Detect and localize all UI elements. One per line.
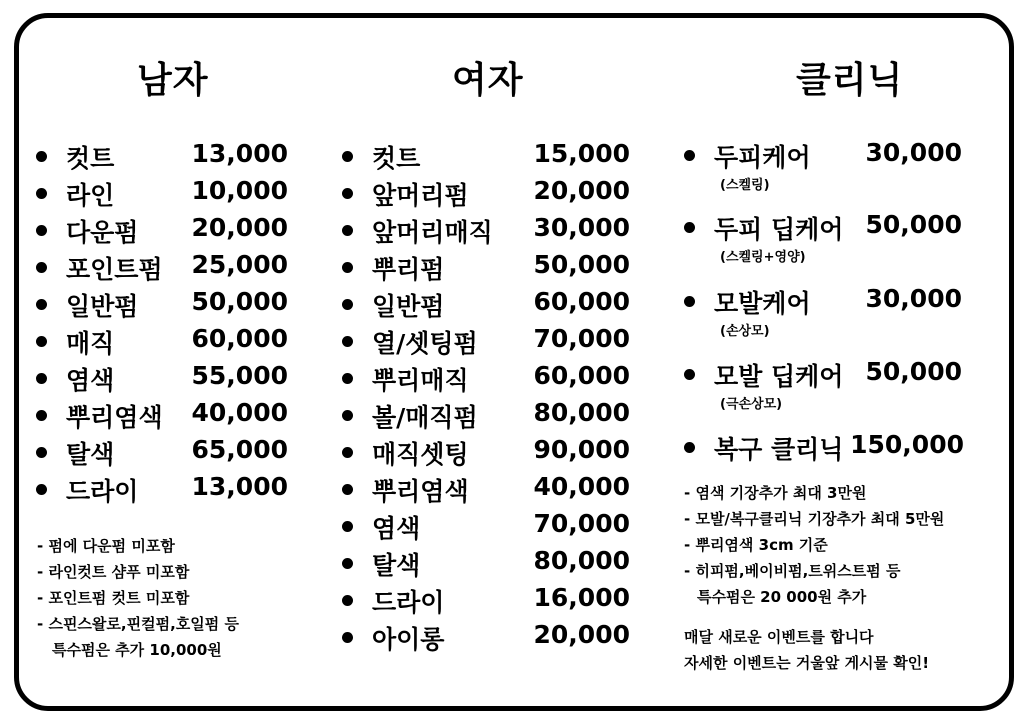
service-name: 볼/매직펌 (372, 403, 478, 432)
bullet-icon (36, 225, 47, 236)
bullet-icon (684, 222, 695, 233)
service-price: 15,000 (533, 139, 630, 168)
service-price: 30,000 (533, 213, 630, 242)
service-name: 모발 딥케어 (714, 362, 844, 391)
women-item (342, 176, 630, 210)
bullet-icon (36, 484, 47, 495)
service-name: 뿌리펌 (372, 255, 445, 284)
note-line: - 뿌리염색 3cm 기준 (684, 536, 828, 554)
service-name: 포인트펌 (66, 255, 163, 284)
service-price: 30,000 (865, 138, 962, 167)
men-item (36, 398, 288, 432)
service-name: 앞머리펌 (372, 181, 469, 210)
service-price: 13,000 (191, 139, 288, 168)
service-name: 뿌리염색 (66, 403, 163, 432)
event-line: 자세한 이벤트는 거울앞 게시물 확인! (684, 654, 930, 672)
bullet-icon (684, 150, 695, 161)
service-price: 20,000 (533, 176, 630, 205)
service-price: 55,000 (191, 361, 288, 390)
men-item (36, 250, 288, 284)
bullet-icon (684, 296, 695, 307)
service-name: 라인 (66, 181, 115, 210)
service-name: 탈색 (66, 440, 115, 469)
bullet-icon (342, 225, 353, 236)
men-item (36, 324, 288, 358)
note-line: - 염색 기장추가 최대 3만원 (684, 484, 867, 502)
clinic-item (684, 210, 962, 244)
service-name: 두피 딥케어 (714, 215, 844, 244)
bullet-icon (342, 151, 353, 162)
women-item (342, 546, 630, 580)
service-price: 80,000 (533, 546, 630, 575)
bullet-icon (36, 410, 47, 421)
bullet-icon (342, 262, 353, 273)
note-line: - 포인트펌 컷트 미포함 (37, 589, 190, 607)
service-name: 복구 클리닉 (714, 435, 844, 464)
women-item (342, 472, 630, 506)
men-item (36, 176, 288, 210)
service-price: 70,000 (533, 324, 630, 353)
service-name: 드라이 (372, 588, 445, 617)
bullet-icon (36, 336, 47, 347)
service-name: 모발케어 (714, 289, 811, 318)
women-item (342, 398, 630, 432)
service-price: 65,000 (191, 435, 288, 464)
note-line: - 히피펌,베이비펌,트위스트펌 등 (684, 562, 901, 580)
note-line: 특수펌은 20 000원 추가 (697, 588, 867, 606)
service-price: 80,000 (533, 398, 630, 427)
service-name: 매직셋팅 (372, 440, 469, 469)
bullet-icon (342, 373, 353, 384)
bullet-icon (684, 369, 695, 380)
clinic-item (684, 357, 962, 391)
men-item (36, 139, 288, 173)
bullet-icon (342, 447, 353, 458)
clinic-item (684, 138, 962, 172)
bullet-icon (342, 521, 353, 532)
bullet-icon (342, 188, 353, 199)
service-price: 40,000 (191, 398, 288, 427)
service-price: 40,000 (533, 472, 630, 501)
service-price: 16,000 (533, 583, 630, 612)
service-price: 50,000 (533, 250, 630, 279)
service-name: 뿌리매직 (372, 366, 469, 395)
service-price: 70,000 (533, 509, 630, 538)
women-item (342, 435, 630, 469)
service-price: 50,000 (865, 357, 962, 386)
service-name: 탈색 (372, 551, 421, 580)
bullet-icon (342, 595, 353, 606)
service-price: 20,000 (533, 620, 630, 649)
bullet-icon (342, 484, 353, 495)
women-item (342, 509, 630, 543)
note-line: 특수펌은 추가 10,000원 (52, 641, 222, 659)
bullet-icon (342, 558, 353, 569)
service-price: 50,000 (191, 287, 288, 316)
service-price: 60,000 (191, 324, 288, 353)
note-line: - 펌에 다운펌 미포함 (37, 537, 175, 555)
service-name: 드라이 (66, 477, 139, 506)
service-name: 일반펌 (66, 292, 139, 321)
bullet-icon (36, 373, 47, 384)
service-name: 컷트 (66, 144, 115, 173)
service-name: 매직 (66, 329, 115, 358)
bullet-icon (342, 299, 353, 310)
bullet-icon (36, 151, 47, 162)
women-item (342, 287, 630, 321)
bullet-icon (36, 447, 47, 458)
service-price: 13,000 (191, 472, 288, 501)
men-item (36, 435, 288, 469)
service-price: 30,000 (865, 284, 962, 313)
bullet-icon (684, 442, 695, 453)
service-price: 25,000 (191, 250, 288, 279)
service-name: 다운펌 (66, 218, 139, 247)
service-price: 50,000 (865, 210, 962, 239)
clinic-title: 클리닉 (796, 60, 904, 101)
bullet-icon (36, 299, 47, 310)
note-line: - 라인컷트 샴푸 미포함 (37, 563, 190, 581)
service-name: 뿌리염색 (372, 477, 469, 506)
service-name: 아이롱 (372, 625, 445, 654)
service-name: 두피케어 (714, 143, 811, 172)
service-price: 10,000 (191, 176, 288, 205)
bullet-icon (342, 410, 353, 421)
service-name: 앞머리매직 (372, 218, 493, 247)
event-line: 매달 새로운 이벤트를 합니다 (684, 628, 874, 646)
women-item (342, 620, 630, 654)
bullet-icon (342, 632, 353, 643)
women-item (342, 250, 630, 284)
service-name: 염색 (372, 514, 421, 543)
women-title: 여자 (452, 60, 524, 101)
bullet-icon (342, 336, 353, 347)
men-item (36, 361, 288, 395)
men-title: 남자 (137, 60, 209, 101)
bullet-icon (36, 262, 47, 273)
service-name: 염색 (66, 366, 115, 395)
clinic-item (684, 430, 964, 464)
bullet-icon (36, 188, 47, 199)
men-item (36, 287, 288, 321)
service-price: 60,000 (533, 287, 630, 316)
service-detail: (극손상모) (720, 397, 783, 412)
women-item (342, 583, 630, 617)
service-name: 열/셋팅펌 (372, 329, 478, 358)
service-detail: (스켈링+영양) (720, 250, 806, 265)
note-line: - 스핀스왈로,핀컬펌,호일펌 등 (37, 615, 239, 633)
service-name: 컷트 (372, 144, 421, 173)
service-price: 150,000 (850, 430, 964, 459)
note-line: - 모발/복구클리닉 기장추가 최대 5만원 (684, 510, 945, 528)
women-item (342, 324, 630, 358)
men-item (36, 213, 288, 247)
service-name: 일반펌 (372, 292, 445, 321)
service-detail: (손상모) (720, 324, 770, 339)
women-item (342, 361, 630, 395)
men-item (36, 472, 288, 506)
women-item (342, 139, 630, 173)
service-price: 90,000 (533, 435, 630, 464)
service-price: 20,000 (191, 213, 288, 242)
service-detail: (스켈링) (720, 178, 770, 193)
clinic-item (684, 284, 962, 318)
service-price: 60,000 (533, 361, 630, 390)
women-item (342, 213, 630, 247)
